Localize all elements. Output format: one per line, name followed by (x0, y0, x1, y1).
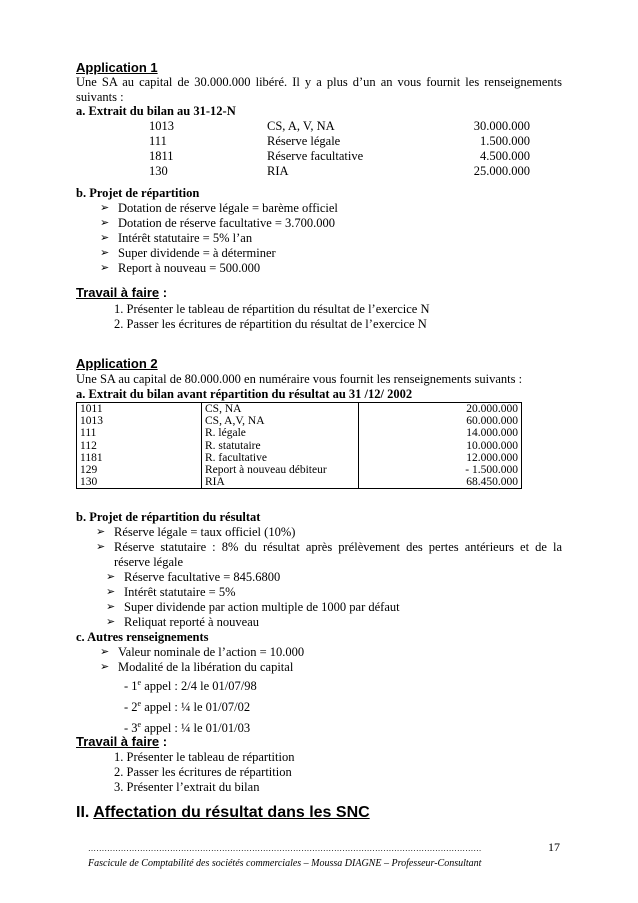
app2-a-title: a. Extrait du bilan avant répartition du résultat au 31 /12/ 2002 (76, 387, 413, 401)
table-cell: RIA (202, 476, 359, 489)
travail-heading: Travail à faire (76, 285, 160, 300)
table-row (77, 403, 522, 416)
list-item (76, 615, 562, 630)
task-item: 2. Passer les écritures de répartition du résultat de l’exercice N (114, 317, 427, 331)
footer-text: Fascicule de Comptabilité des sociétés commerciales – Moussa DIAGNE – Professeur-Consultant (88, 858, 482, 869)
list-item-text: Réserve statutaire : 8% du résultat après prélèvement des pertes antérieurs et de la réserve légale (114, 540, 562, 569)
app1-title (76, 60, 158, 76)
arrow-bullet-icon: ➢ (106, 571, 116, 583)
balance-amount: 30.000.000 (473, 119, 530, 133)
app2-title (76, 356, 158, 372)
table-cell: Report à nouveau débiteur (202, 464, 359, 476)
list-item (76, 525, 562, 540)
table-cell: 1181 (77, 452, 202, 464)
section-title-text: Affectation du résultat dans les SNC (93, 804, 370, 821)
page-number: 17 (548, 840, 560, 854)
table-cell: CS, A,V, NA (202, 415, 359, 427)
app2-appels (76, 674, 257, 737)
table-cell: R. légale (202, 427, 359, 439)
list-item (76, 645, 562, 660)
balance-amount: 25.000.000 (473, 164, 530, 178)
appel-prefix: - 2 (124, 700, 138, 715)
task-item: 1. Présenter le tableau de répartition du résultat de l’exercice N (114, 302, 430, 316)
list-item-text: Report à nouveau = 500.000 (118, 261, 261, 275)
arrow-bullet-icon: ➢ (100, 247, 110, 259)
list-item-text: Modalité de la libération du capital (118, 660, 294, 674)
app1-b-title: b. Projet de répartition (76, 186, 200, 200)
app2-c-title: c. Autres renseignements (76, 630, 209, 644)
list-item-text: Reliquat reporté à nouveau (124, 615, 260, 629)
app1-a-title: a. Extrait du bilan au 31-12-N (76, 104, 236, 118)
section-title (76, 804, 370, 822)
appel-sup: e (137, 699, 142, 709)
balance-code: 1013 (149, 119, 174, 133)
task-item: 3. Présenter l’extrait du bilan (114, 780, 260, 794)
table-cell: 1013 (77, 415, 202, 427)
list-item-text: Intérêt statutaire = 5% l’an (118, 231, 253, 245)
footer-divider: ……………………………………………………………………………………………………………………………… (88, 844, 482, 853)
balance-label: Réserve facultative (267, 149, 364, 163)
table-cell: 14.000.000 (359, 427, 522, 439)
arrow-bullet-icon: ➢ (100, 262, 110, 274)
app1-heading: Application 1 (76, 60, 158, 75)
table-row (77, 464, 522, 476)
list-item (76, 246, 562, 261)
balance-label: Réserve légale (267, 134, 341, 148)
table-row (77, 452, 522, 464)
list-item (76, 231, 562, 246)
list-item (76, 540, 562, 570)
appel-prefix: - 3 (124, 721, 138, 736)
arrow-bullet-icon: ➢ (100, 202, 110, 214)
list-item-text: Dotation de réserve légale = barème officiel (118, 201, 338, 215)
list-item-text: Réserve légale = taux officiel (10%) (114, 525, 296, 539)
list-item-text: Dotation de réserve facultative = 3.700.000 (118, 216, 336, 230)
balance-row (76, 134, 530, 149)
travail-colon: : (159, 285, 168, 300)
list-item (76, 660, 562, 675)
list-item-text: Réserve facultative = 845.6800 (124, 570, 281, 584)
balance-code: 111 (149, 134, 167, 148)
table-cell: 20.000.000 (359, 403, 522, 416)
table-cell: 112 (77, 440, 202, 452)
arrow-bullet-icon: ➢ (106, 601, 116, 613)
table-cell: R. statutaire (202, 440, 359, 452)
app1-travail (76, 285, 167, 301)
list-item-text: Valeur nominale de l’action = 10.000 (118, 645, 305, 659)
arrow-bullet-icon: ➢ (96, 541, 106, 553)
app2-travail (76, 734, 167, 750)
arrow-bullet-icon: ➢ (100, 646, 110, 658)
balance-row (76, 164, 530, 179)
balance-row (76, 149, 530, 164)
arrow-bullet-icon: ➢ (106, 616, 116, 628)
app2-heading: Application 2 (76, 356, 158, 371)
table-cell: 10.000.000 (359, 440, 522, 452)
list-item (76, 695, 257, 716)
table-cell: 130 (77, 476, 202, 489)
list-item (76, 585, 562, 600)
appel-sup: e (137, 678, 142, 687)
list-item (76, 570, 562, 585)
list-item-text: Super dividende = à déterminer (118, 246, 276, 260)
app2-autres-list (76, 645, 562, 675)
list-item (76, 674, 257, 695)
balance-code: 1811 (149, 149, 174, 163)
table-row (77, 440, 522, 452)
app1-tasks (76, 302, 430, 332)
app2-balance-table (76, 402, 522, 489)
balance-row (76, 119, 530, 134)
balance-label: CS, A, V, NA (267, 119, 335, 133)
app2-intro: Une SA au capital de 80.000.000 en numéraire vous fournit les renseignements suivants : (76, 372, 523, 386)
arrow-bullet-icon: ➢ (100, 661, 110, 673)
table-cell: - 1.500.000 (359, 464, 522, 476)
arrow-bullet-icon: ➢ (100, 217, 110, 229)
balance-label: RIA (267, 164, 289, 178)
app1-balance (76, 119, 530, 179)
table-row (77, 415, 522, 427)
table-cell: 12.000.000 (359, 452, 522, 464)
list-item-text: Super dividende par action multiple de 1000 par défaut (124, 600, 400, 614)
arrow-bullet-icon: ➢ (106, 586, 116, 598)
balance-amount: 1.500.000 (480, 134, 530, 148)
app2-tasks (76, 750, 294, 795)
balance-code: 130 (149, 164, 168, 178)
app1-intro: Une SA au capital de 30.000.000 libéré. Il y a plus d’un an vous fournit les renseignements suivants : (76, 75, 562, 104)
balance-amount: 4.500.000 (480, 149, 530, 163)
table-cell: R. facultative (202, 452, 359, 464)
arrow-bullet-icon: ➢ (100, 232, 110, 244)
appel-text: appel : 2/4 le 01/07/98 (141, 679, 257, 694)
table-row (77, 476, 522, 489)
table-row (77, 427, 522, 439)
table-cell: 1011 (77, 403, 202, 416)
app2-projet-list-b (76, 570, 562, 630)
appel-prefix: - 1 (124, 679, 138, 694)
list-item (76, 216, 562, 231)
appel-text: appel : ¼ le 01/07/02 (141, 700, 251, 715)
list-item-text: Intérêt statutaire = 5% (124, 585, 236, 599)
app2-projet-list-a (76, 525, 562, 570)
table-cell: 60.000.000 (359, 415, 522, 427)
section-prefix: II. (76, 804, 94, 821)
task-item: 1. Présenter le tableau de répartition (114, 750, 295, 764)
table-cell: CS, NA (202, 403, 359, 416)
app2-b-title: b. Projet de répartition du résultat (76, 510, 261, 524)
app1-projet-list (76, 201, 562, 276)
travail-heading: Travail à faire (76, 734, 160, 749)
table-cell: 68.450.000 (359, 476, 522, 489)
table-cell: 129 (77, 464, 202, 476)
appel-text: appel : ¼ le 01/01/03 (141, 721, 251, 736)
travail-colon: : (159, 734, 168, 749)
list-item (76, 261, 562, 276)
arrow-bullet-icon: ➢ (96, 526, 106, 538)
list-item (76, 600, 562, 615)
appel-sup: e (137, 720, 142, 730)
list-item (76, 201, 562, 216)
table-cell: 111 (77, 427, 202, 439)
task-item: 2. Passer les écritures de répartition (114, 765, 292, 779)
